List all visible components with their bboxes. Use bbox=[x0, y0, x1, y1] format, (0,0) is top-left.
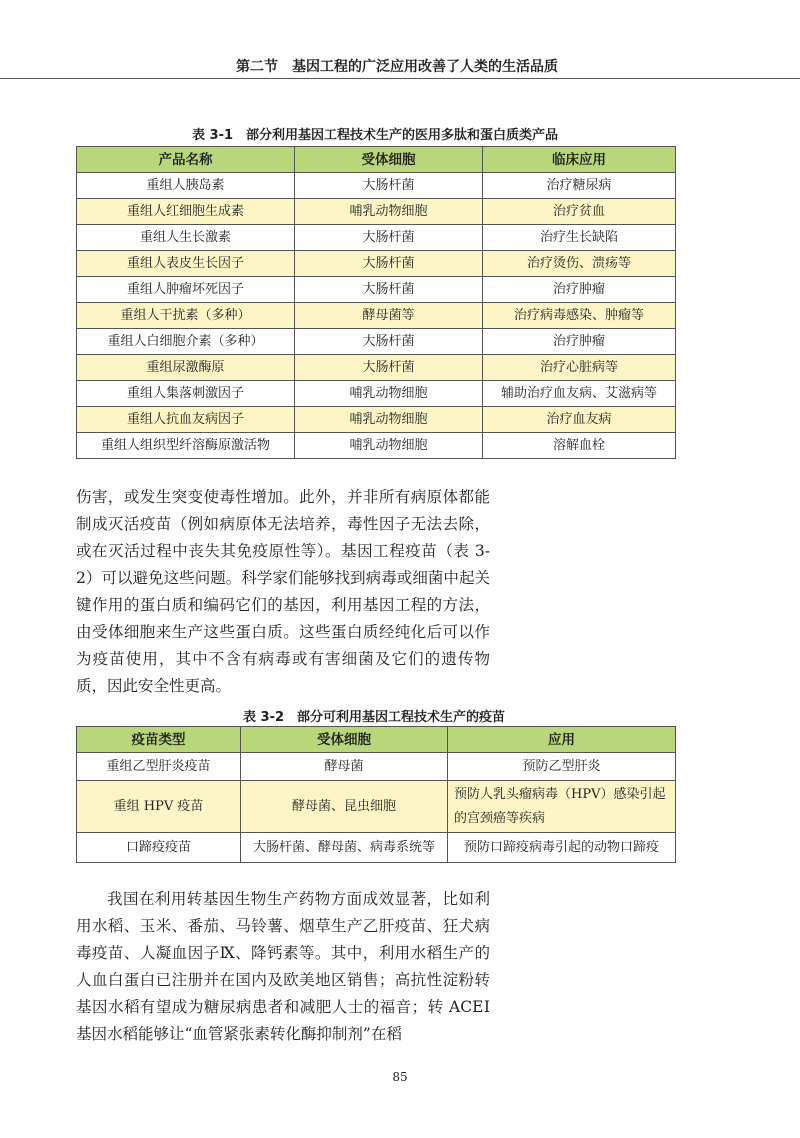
table-row bbox=[77, 303, 676, 329]
table-row bbox=[77, 199, 676, 225]
table2 bbox=[76, 726, 676, 863]
table-cell: 治疗生长缺陷 bbox=[483, 225, 676, 251]
table-cell: 大肠杆菌、酵母菌、病毒系统等 bbox=[241, 833, 448, 863]
table-cell: 溶解血栓 bbox=[483, 433, 676, 459]
table-cell: 重组人肿瘤坏死因子 bbox=[77, 277, 295, 303]
table1 bbox=[76, 146, 676, 459]
table-cell: 重组人集落刺激因子 bbox=[77, 381, 295, 407]
table-cell: 重组人胰岛素 bbox=[77, 173, 295, 199]
table-row bbox=[77, 251, 676, 277]
table1-caption: 表 3-1 部分利用基因工程技术生产的医用多肽和蛋白质类产品 bbox=[192, 128, 559, 143]
table-cell: 治疗糖尿病 bbox=[483, 173, 676, 199]
table-row bbox=[77, 173, 676, 199]
table-cell: 重组人表皮生长因子 bbox=[77, 251, 295, 277]
table-cell: 预防乙型肝炎 bbox=[448, 753, 676, 781]
table-cell: 治疗肿瘤 bbox=[483, 277, 676, 303]
table-cell: 酵母菌 bbox=[241, 753, 448, 781]
table-cell: 治疗贫血 bbox=[483, 199, 676, 225]
table1-header-cell: 受体细胞 bbox=[295, 147, 483, 173]
table-cell: 大肠杆菌 bbox=[295, 225, 483, 251]
header-divider bbox=[0, 78, 800, 79]
table2-header-cell: 受体细胞 bbox=[241, 727, 448, 753]
table-cell: 哺乳动物细胞 bbox=[295, 199, 483, 225]
table1-header-cell: 产品名称 bbox=[77, 147, 295, 173]
table-cell: 哺乳动物细胞 bbox=[295, 381, 483, 407]
table2-header-cell: 疫苗类型 bbox=[77, 727, 241, 753]
table-cell: 重组人生长激素 bbox=[77, 225, 295, 251]
table-cell: 预防口蹄疫病毒引起的动物口蹄疫 bbox=[448, 833, 676, 863]
table-row bbox=[77, 781, 676, 833]
table-row bbox=[77, 833, 676, 863]
table2-header-row bbox=[77, 727, 676, 753]
table-cell: 大肠杆菌 bbox=[295, 355, 483, 381]
table-cell: 口蹄疫疫苗 bbox=[77, 833, 241, 863]
page-number: 85 bbox=[392, 1070, 408, 1084]
table-row bbox=[77, 433, 676, 459]
table-cell: 重组人干扰素（多种） bbox=[77, 303, 295, 329]
table-row bbox=[77, 381, 676, 407]
table1-header-cell: 临床应用 bbox=[483, 147, 676, 173]
table-row bbox=[77, 225, 676, 251]
table-cell: 辅助治疗血友病、艾滋病等 bbox=[483, 381, 676, 407]
table-cell: 重组乙型肝炎疫苗 bbox=[77, 753, 241, 781]
table-cell: 酵母菌、昆虫细胞 bbox=[241, 781, 448, 833]
table-cell: 大肠杆菌 bbox=[295, 329, 483, 355]
table-row bbox=[77, 407, 676, 433]
table2-header-cell: 应用 bbox=[448, 727, 676, 753]
table-cell: 哺乳动物细胞 bbox=[295, 433, 483, 459]
table-cell: 重组人红细胞生成素 bbox=[77, 199, 295, 225]
table-row bbox=[77, 329, 676, 355]
table-cell: 重组人组织型纤溶酶原激活物 bbox=[77, 433, 295, 459]
table2-caption: 表 3-2 部分可利用基因工程技术生产的疫苗 bbox=[243, 710, 506, 725]
table-cell: 治疗心脏病等 bbox=[483, 355, 676, 381]
table-cell: 重组人抗血友病因子 bbox=[77, 407, 295, 433]
table-cell: 大肠杆菌 bbox=[295, 251, 483, 277]
page-header-title: 第二节 基因工程的广泛应用改善了人类的生活品质 bbox=[236, 59, 558, 75]
table-cell: 治疗肿瘤 bbox=[483, 329, 676, 355]
table-row bbox=[77, 355, 676, 381]
table-cell: 大肠杆菌 bbox=[295, 173, 483, 199]
table-cell: 治疗病毒感染、肿瘤等 bbox=[483, 303, 676, 329]
table-cell: 治疗血友病 bbox=[483, 407, 676, 433]
table-cell: 大肠杆菌 bbox=[295, 277, 483, 303]
table-cell: 重组人白细胞介素（多种） bbox=[77, 329, 295, 355]
table-row bbox=[77, 753, 676, 781]
table-cell: 酵母菌等 bbox=[295, 303, 483, 329]
table-cell: 重组尿激酶原 bbox=[77, 355, 295, 381]
table-cell: 哺乳动物细胞 bbox=[295, 407, 483, 433]
table-row bbox=[77, 277, 676, 303]
table1-header-row bbox=[77, 147, 676, 173]
table-cell: 治疗烫伤、溃疡等 bbox=[483, 251, 676, 277]
table-cell: 重组 HPV 疫苗 bbox=[77, 781, 241, 833]
table-cell: 预防人乳头瘤病毒（HPV）感染引起的宫颈癌等疾病 bbox=[448, 781, 676, 833]
body-paragraph-1: 伤害，或发生突变使毒性增加。此外，并非所有病原体都能制成灭活疫苗（例如病原体无法培养，毒性因子无法去除，或在灭活过程中丧失其免疫原性等）。基因工程疫苗（表 3-2）可以避免这些问题。科学家们能够找到病毒或细菌中起关键作用的蛋白质和编码它们的基因，利用基因工程的方法，由受体细胞来生产这些蛋白质。这些蛋白质经纯化后可以作为疫苗使用，其中不含有病毒或有害细菌及它们的遗传物质，因此安全性更高。 bbox=[76, 488, 490, 695]
body-paragraph-2: 我国在利用转基因生物生产药物方面成效显著，比如利用水稻、玉米、番茄、马铃薯、烟草生产乙肝疫苗、狂犬病毒疫苗、人凝血因子Ⅸ、降钙素等。其中，利用水稻生产的人血白蛋白已注册并在国内及欧美地区销售；高抗性淀粉转基因水稻有望成为糖尿病患者和减肥人士的福音；转 ACEⅠ基因水稻能够让“血管紧张素转化酶抑制剂”在稻 bbox=[76, 890, 490, 1043]
